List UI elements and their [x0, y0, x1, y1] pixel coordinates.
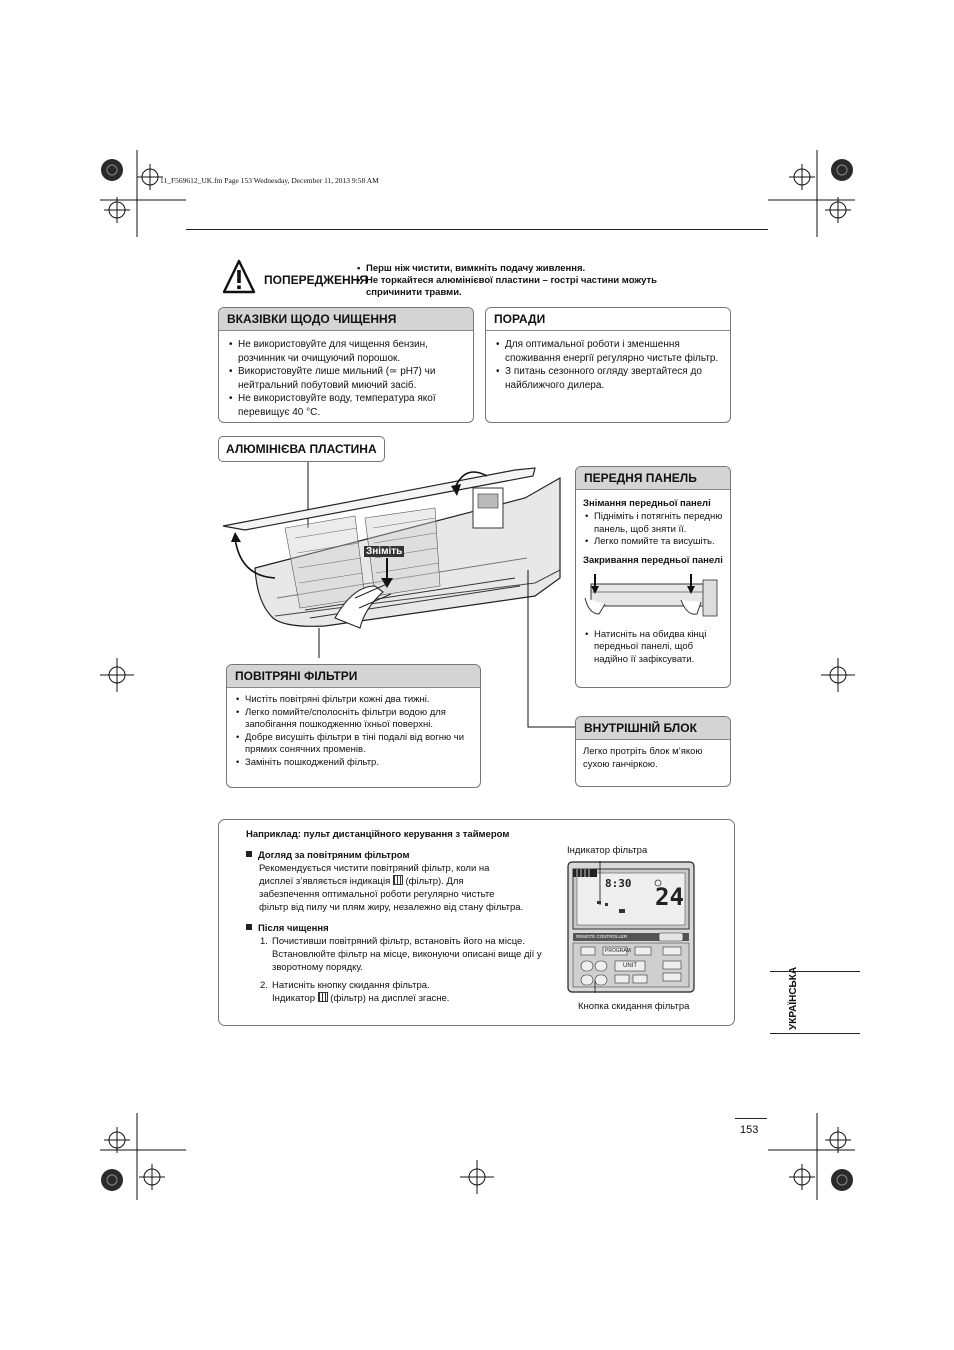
aluminium-plate-label: АЛЮМІНІЄВА ПЛАСТИНА — [218, 436, 385, 462]
language-side-tab-label: УКРАЇНСЬКА — [788, 966, 799, 1030]
tips-box — [485, 307, 731, 423]
filter-icon — [318, 992, 328, 1002]
air-filters-title: ПОВІТРЯНІ ФІЛЬТРИ — [227, 665, 480, 688]
remote-temp-display: 24 — [655, 883, 684, 911]
close-panel-heading: Закривання передньої панелі — [583, 554, 723, 566]
remove-panel-item: • Легко помийте та висушіть. — [583, 536, 723, 549]
cleaning-item: • Використовуйте лише мильний (≃ pH7) чи нейтральний побутовий миючий засіб. — [227, 365, 465, 392]
tips-title: ПОРАДИ — [486, 308, 730, 331]
air-filters-item: • Замініть пошкоджений фільтр. — [234, 757, 473, 770]
remote-unit-button[interactable]: UNIT — [623, 963, 637, 969]
step-text: Натисніть кнопку скидання фільтра. — [272, 980, 430, 991]
filter-care-text: (фільтр). Для — [405, 876, 464, 887]
filter-care-text: Рекомендується чистити повітряний фільтр, коли на — [259, 863, 490, 874]
remove-panel-heading: Знімання передньої панелі — [583, 498, 711, 509]
filter-care-text: забезпечення оптимальної роботи регулярно чистьте — [259, 889, 495, 900]
page-number: 153 — [740, 1124, 759, 1136]
tips-item: • Для оптимальної роботи і зменшення споживання енергії регулярно чистьте фільтр. — [494, 338, 722, 365]
air-filters-item: • Чистіть повітряні фільтри кожні два тижні. — [234, 694, 473, 707]
warning-icon — [222, 259, 256, 295]
filter-care-section — [246, 849, 556, 914]
filter-care-title: Догляд за повітряним фільтром — [258, 850, 410, 861]
after-cleaning-section — [246, 922, 556, 1010]
filter-indicator-label: Індикатор фільтра — [567, 845, 648, 856]
step-number: 2. — [260, 980, 268, 991]
remote-time-display: 8:30 — [605, 877, 632, 890]
example-heading: Наприклад: пульт дистанційного керування з таймером — [246, 829, 510, 840]
air-filters-item: • Легко помийте/сполосніть фільтри водою для запобігання пошкодженню їхньої поверхні. — [234, 707, 473, 732]
language-side-tab — [770, 971, 860, 1034]
remote-program-button[interactable]: PROGRAM — [605, 948, 631, 954]
tips-item: • З питань сезонного огляду звертайтеся до найближчого дилера. — [494, 365, 722, 392]
filter-icon — [393, 875, 403, 885]
close-panel-item: • Натисніть на обидва кінці передньої панелі, щоб надійно її зафіксувати. — [583, 629, 723, 667]
remove-panel-item: • Підніміть і потягніть передню панель, щоб зняти її. — [583, 511, 723, 536]
filter-care-text: дисплеї з’являється індикація — [259, 876, 391, 887]
step-number: 1. — [260, 936, 268, 947]
remote-controller — [567, 861, 695, 993]
remove-label: Зніміть — [366, 546, 403, 557]
after-cleaning-title: Після чищення — [258, 923, 329, 934]
indoor-unit-box — [575, 716, 731, 787]
square-bullet-icon — [246, 924, 252, 930]
cleaning-item: • Не використовуйте воду, температура якої перевищує 40 °C. — [227, 392, 465, 419]
remote-strip-label: REMOTE CONTROLLER — [576, 934, 628, 939]
filter-care-text: фільтр від пилу чи плям жиру, незалежно від стану фільтра. — [259, 902, 524, 913]
page-number-rule — [735, 1118, 767, 1119]
indoor-unit-text: Легко протріть блок м’якою сухою ганчіркою. — [583, 746, 703, 770]
warning-label: ПОПЕРЕДЖЕННЯ — [264, 273, 368, 287]
front-panel-title: ПЕРЕДНЯ ПАНЕЛЬ — [576, 467, 730, 490]
warning-item: • Не торкайтеся алюмінієвої пластини – гострі частини можуть спричинити травми. — [355, 275, 700, 299]
step-text: Індикатор — [272, 993, 315, 1004]
cleaning-title: ВКАЗІВКИ ЩОДО ЧИЩЕННЯ — [219, 308, 473, 331]
air-filters-item: • Добре висушіть фільтри в тіні подалі від вогню чи прямих сонячних променів. — [234, 732, 473, 757]
front-panel-box — [575, 466, 731, 688]
close-panel-illustration — [583, 570, 721, 624]
air-filters-box — [226, 664, 481, 788]
filter-reset-label: Кнопка скидання фільтра — [578, 1001, 690, 1012]
square-bullet-icon — [246, 851, 252, 857]
cleaning-item: • Не використовуйте для чищення бензин, розчинник чи очищуючий порошок. — [227, 338, 465, 365]
warning-list — [355, 263, 700, 299]
warning-item: • Перш ніж чистити, вимкніть подачу живлення. — [355, 263, 700, 275]
indoor-unit-title: ВНУТРІШНІЙ БЛОК — [576, 717, 730, 740]
step-text: Почистивши повітряний фільтр, встановіть його на місце. Встановлюйте фільтр на місце, виконуючи описані вище дії у зворотному порядку. — [272, 936, 542, 973]
cleaning-box — [218, 307, 474, 423]
file-info: 11_F569612_UK.fm Page 153 Wednesday, December 11, 2013 9:58 AM — [160, 176, 379, 185]
indoor-unit-leader — [520, 570, 580, 740]
header-rule — [186, 229, 768, 230]
step-text: (фільтр) на дисплеї згасне. — [330, 993, 450, 1004]
